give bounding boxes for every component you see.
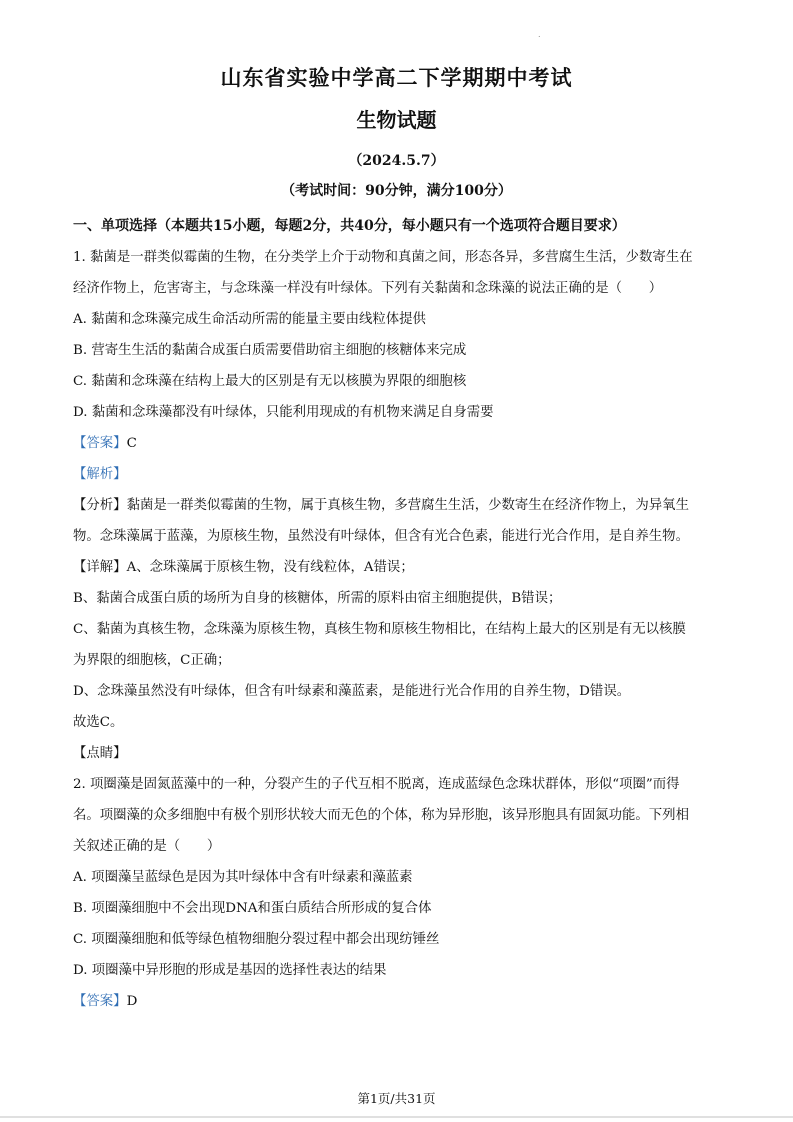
q2-stem-line2: 名。项圈藻的众多细胞中有极个别形状较大而无色的个体，称为异形胞，该异形胞具有固氮功能。下列相 xyxy=(73,808,689,823)
q1-analysis xyxy=(73,459,728,490)
q2-option-a: A. 项圈藻呈蓝绿色是因为其叶绿体中含有叶绿素和藻蓝素 xyxy=(73,870,413,885)
fenxi-text1: 黏菌是一群类似霉菌的生物，属于真核生物，多营腐生生活，少数寄生在经济作物上，为异氧生 xyxy=(126,498,689,513)
exam-date: （2024.5.7） xyxy=(348,153,445,169)
page-number: 第1页/共31页 xyxy=(357,1091,436,1106)
q1-option-b: B. 营寄生生活的黏菌合成蛋白质需要借助宿主细胞的核糖体来完成 xyxy=(73,343,467,358)
answer-label: 【答案】 xyxy=(73,994,127,1009)
q2-option-b: B. 项圈藻细胞中不会出现DNA和蛋白质结合所形成的复合体 xyxy=(73,901,432,916)
q2-answer xyxy=(73,986,728,1017)
exam-info: （考试时间：90分钟，满分100分） xyxy=(281,183,512,199)
analysis-label: 【解析】 xyxy=(73,467,127,482)
q1-stem-line2: 经济作物上，危害寄主，与念珠藻一样没有叶绿体。下列有关黏菌和念珠藻的说法正确的是（ ） xyxy=(73,281,663,296)
q2-option-d: D. 项圈藻中异形胞的形成是基因的选择性表达的结果 xyxy=(73,963,387,978)
q1-detail-b: B、黏菌合成蛋白质的场所为自身的核糖体，所需的原料由宿主细胞提供，B错误； xyxy=(73,591,562,606)
q1-conclusion: 故选C。 xyxy=(73,715,124,730)
q1-fenxi-line2: 物。念珠藻属于蓝藻，为原核生物，虽然没有叶绿体，但含有光合色素，能进行光合作用，是自养生物。 xyxy=(73,529,689,544)
q1-option-c: C. 黏菌和念珠藻在结构上最大的区别是有无以核膜为界限的细胞核 xyxy=(73,374,467,389)
bottom-divider xyxy=(0,1116,793,1118)
q2-stem-line1: 2. 项圈藻是固氮蓝藻中的一种，分裂产生的子代互相不脱离，连成蓝绿色念珠状群体，形似“项圈”而得 xyxy=(73,777,680,792)
answer-value: D xyxy=(126,994,138,1009)
document-body xyxy=(73,211,728,1017)
q2-option-c: C. 项圈藻细胞和低等绿色植物细胞分裂过程中都会出现纺锤丝 xyxy=(73,932,440,947)
q1-detail-a xyxy=(73,552,728,583)
scan-dot: . xyxy=(538,30,541,39)
section-heading: 一、单项选择（本题共15小题，每题2分，共40分，每小题只有一个选项符合题目要求） xyxy=(73,218,626,234)
q1-option-a: A. 黏菌和念珠藻完成生命活动所需的能量主要由线粒体提供 xyxy=(73,312,426,327)
exam-title: 山东省实验中学高二下学期期中考试 xyxy=(220,65,573,90)
q2-stem-line3: 关叙述正确的是（ ） xyxy=(73,839,221,854)
answer-value: C xyxy=(126,436,137,451)
detail-a-text: A、念珠藻属于原核生物，没有线粒体，A错误； xyxy=(126,560,414,575)
answer-label: 【答案】 xyxy=(73,436,127,451)
q1-detail-d: D、念珠藻虽然没有叶绿体，但含有叶绿素和藻蓝素，是能进行光合作用的自养生物，D错误。 xyxy=(73,684,631,699)
fenxi-label: 【分析】 xyxy=(73,498,127,513)
q1-dianjing: 【点睛】 xyxy=(73,746,127,761)
q1-option-d: D. 黏菌和念珠藻都没有叶绿体，只能利用现成的有机物来满足自身需要 xyxy=(73,405,494,420)
q1-answer xyxy=(73,428,728,459)
q1-fenxi-line1 xyxy=(73,490,728,521)
exam-subtitle: 生物试题 xyxy=(356,108,437,132)
q1-stem-line1: 1. 黏菌是一群类似霉菌的生物，在分类学上介于动物和真菌之间，形态各异，多营腐生生活，少数寄生在 xyxy=(73,250,693,265)
q1-detail-c1: C、黏菌为真核生物，念珠藻为原核生物，真核生物和原核生物相比，在结构上最大的区别是有无以核膜 xyxy=(73,622,686,637)
detail-label: 【详解】 xyxy=(73,560,127,575)
q1-detail-c2: 为界限的细胞核，C正确； xyxy=(73,653,231,668)
